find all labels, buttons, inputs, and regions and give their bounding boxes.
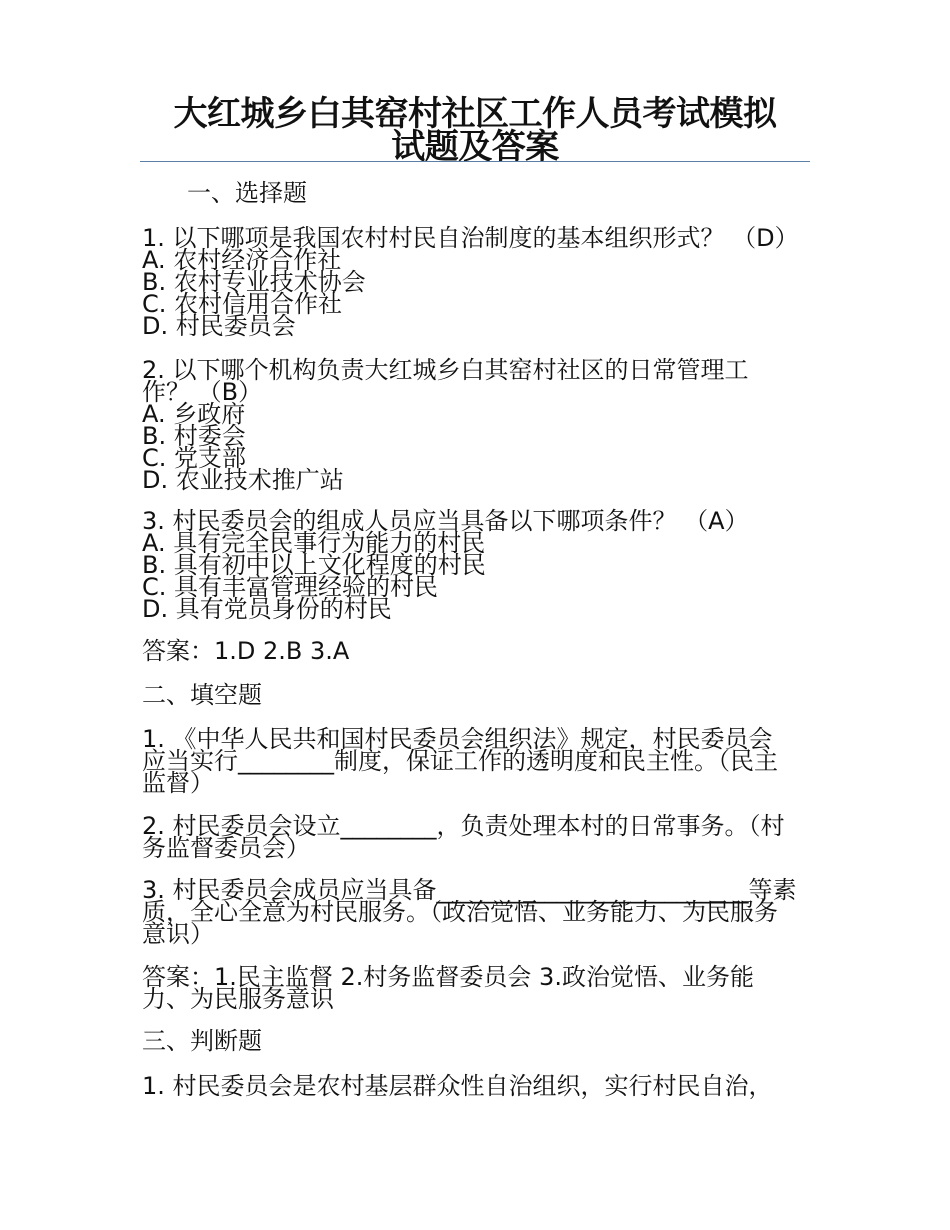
section-3-heading: 三、判断题 [142, 1027, 262, 1055]
document-title [140, 94, 810, 167]
option-b: B. 具有初中以上文化程度的村民 [142, 551, 486, 579]
option-c: C. 党支部 [142, 444, 247, 472]
choice-question-2 [142, 356, 810, 494]
question-text-line-1: 2. 以下哪个机构负责大红城乡白其窑村社区的日常管理工 [142, 356, 749, 384]
option-c: C. 农村信用合作社 [142, 290, 343, 318]
judge-question-1: 1. 村民委员会是农村基层群众性自治组织，实行村民自治， [142, 1072, 773, 1100]
option-d: D. 具有党员身份的村民 [142, 595, 392, 623]
choice-question-1 [142, 224, 810, 340]
question-text-line-2: 作？ （B） [142, 378, 263, 406]
section-2-heading: 二、填空题 [142, 681, 262, 709]
question-text: 3. 村民委员会的组成人员应当具备以下哪项条件？ （A） [142, 507, 749, 535]
question-text: 1. 以下哪项是我国农村村民自治制度的基本组织形式？ （D） [142, 224, 799, 252]
section-1-heading: 一、选择题 [187, 179, 307, 207]
section-2-answer: 答案：1.民主监督 2.村务监督委员会 3.政治觉悟、业务能 力、为民服务意识 [142, 963, 754, 1013]
option-d: D. 村民委员会 [142, 312, 296, 340]
option-b: B. 村委会 [142, 422, 246, 450]
title-underline [140, 161, 810, 162]
option-b: B. 农村专业技术协会 [142, 268, 366, 296]
option-c: C. 具有丰富管理经验的村民 [142, 573, 439, 601]
fill-question-3: 3. 村民委员会成员应当具备__________________________等素 质，全心全意为村民服务。（政治觉悟、业务能力、为民服务 意识） [142, 876, 797, 948]
choice-question-3 [142, 507, 810, 623]
fill-question-2: 2. 村民委员会设立________，负责处理本村的日常事务。（村 务监督委员会） [142, 812, 785, 862]
title-line-2: 试题及答案 [391, 127, 559, 167]
title-line-1: 大红城乡白其窑村社区工作人员考试模拟 [173, 94, 777, 134]
fill-question-1: 1. 《中华人民共和国村民委员会组织法》规定，村民委员会 应当实行________制度，保证工作的透明度和民主性。（民主 监督） [142, 725, 778, 797]
section-1-answer: 答案：1.D 2.B 3.A [142, 637, 350, 665]
option-a: A. 乡政府 [142, 400, 246, 428]
option-d: D. 农业技术推广站 [142, 466, 344, 494]
option-a: A. 农村经济合作社 [142, 246, 342, 274]
option-a: A. 具有完全民事行为能力的村民 [142, 529, 486, 557]
